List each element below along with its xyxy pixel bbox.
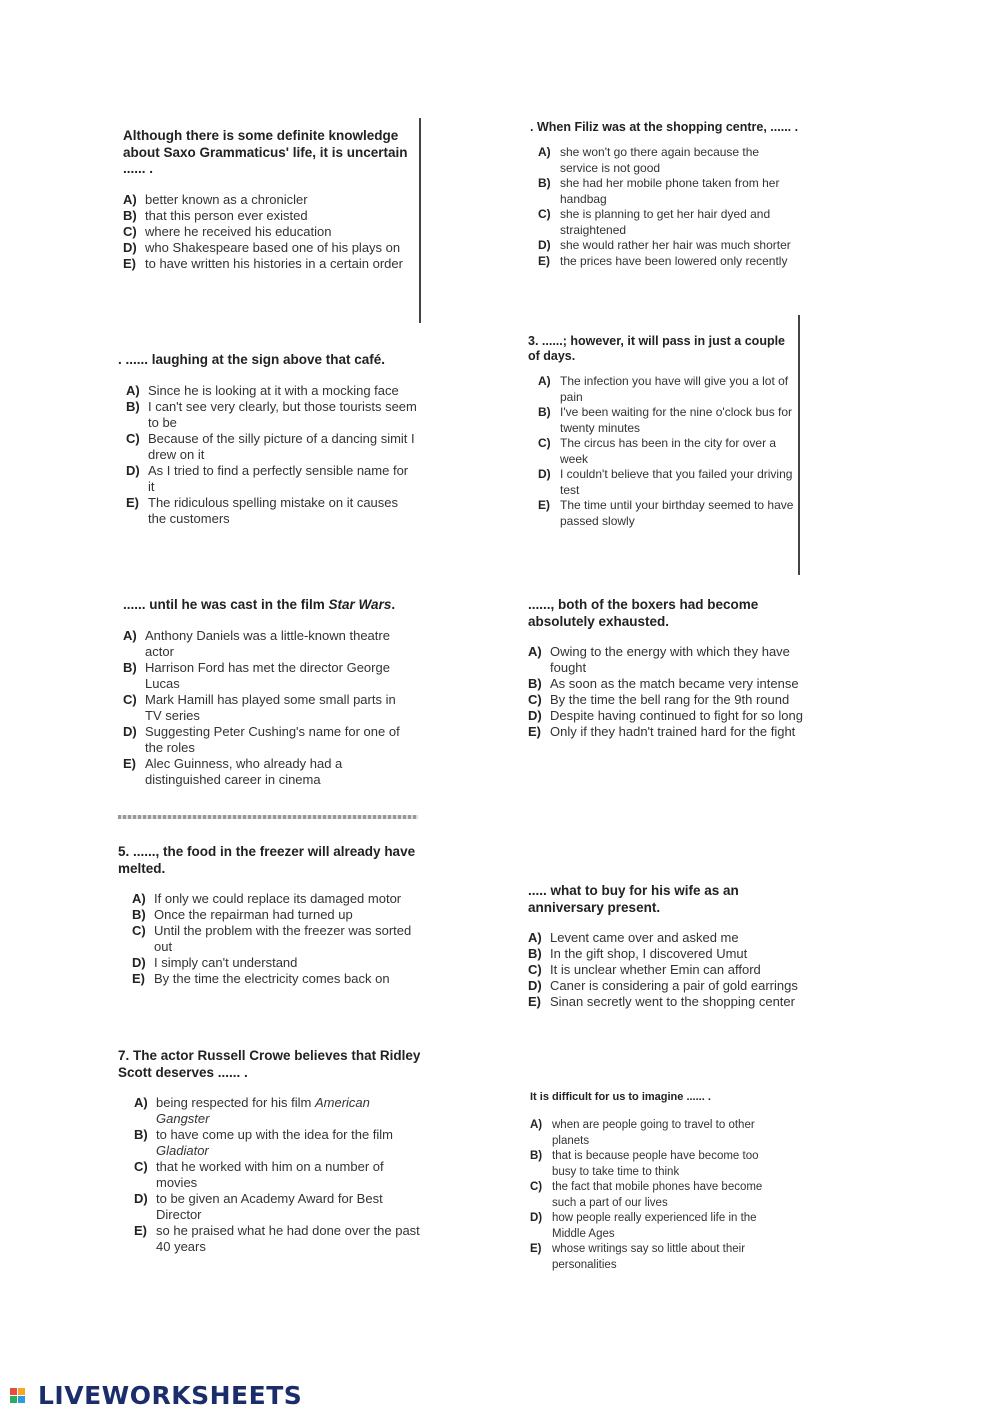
option-d[interactable]: D) how people really experienced life in the Middle Ages <box>530 1212 757 1240</box>
option-list <box>123 628 415 788</box>
question-stem: 3. ......; however, it will pass in just a couple of days. <box>528 334 786 363</box>
column-divider <box>419 118 421 323</box>
liveworksheets-logo <box>10 1380 302 1410</box>
option-c[interactable]: C) The circus has been in the city for over a week <box>538 436 777 466</box>
option-c[interactable]: C) she is planning to get her hair dyed and straightened <box>538 207 771 237</box>
question-stem: It is difficult for us to imagine ...... . <box>530 1091 711 1103</box>
option-e[interactable]: E) Sinan secretly went to the shopping center <box>528 994 795 1009</box>
logo-text: LIVEWORKSHEETS <box>38 1380 303 1410</box>
option-e[interactable]: E) so he praised what he had done over the past 40 years <box>134 1223 420 1254</box>
option-a[interactable]: A) she won't go there again because the service is not good <box>538 145 760 175</box>
option-a[interactable]: A) Anthony Daniels was a little-known theatre actor <box>123 627 390 659</box>
option-list <box>530 145 800 269</box>
option-list <box>528 644 823 740</box>
option-e[interactable]: E) Only if they hadn't trained hard for the fight <box>528 724 796 739</box>
option-b[interactable]: B) to have come up with the idea for the film Gladiator <box>134 1127 394 1158</box>
option-a[interactable]: A) Since he is looking at it with a mocking face <box>126 382 399 398</box>
option-d[interactable]: D) Despite having continued to fight for so long <box>528 708 803 723</box>
option-b[interactable]: B) In the gift shop, I discovered Umut <box>528 946 748 961</box>
question-stem: ..... what to buy for his wife as an anniversary present. <box>528 883 739 915</box>
option-d[interactable]: D) Suggesting Peter Cushing's name for one of the roles <box>123 723 400 755</box>
option-list <box>118 383 418 527</box>
option-list <box>528 930 798 1010</box>
question-4 <box>118 844 423 987</box>
option-e[interactable]: E) The time until your birthday seemed to have passed slowly <box>538 498 794 528</box>
option-b[interactable]: B) I've been waiting for the nine o'clock bus for twenty minutes <box>538 405 793 435</box>
question-3 <box>123 597 415 788</box>
option-d[interactable]: D) I simply can't understand <box>132 955 298 970</box>
question-1 <box>123 128 415 272</box>
question-6 <box>530 120 800 269</box>
option-b[interactable]: B) that is because people have become too busy to take time to think <box>530 1150 759 1178</box>
option-e[interactable]: E) By the time the electricity comes back on <box>132 971 390 986</box>
option-e[interactable]: E) whose writings say so little about their personalities <box>530 1243 746 1271</box>
option-e[interactable]: E) to have written his histories in a certain order <box>123 255 403 271</box>
option-b[interactable]: B) that this person ever existed <box>123 207 308 223</box>
question-stem: 7. The actor Russell Crowe believes that Ridley Scott deserves ...... . <box>118 1048 421 1080</box>
option-b[interactable]: B) she had her mobile phone taken from her handbag <box>538 176 780 206</box>
question-stem: . ...... laughing at the sign above that café. <box>118 352 386 367</box>
question-stem: 5. ......, the food in the freezer will already have melted. <box>118 844 416 876</box>
option-b[interactable]: B) Once the repairman had turned up <box>132 907 353 922</box>
option-list <box>528 374 794 529</box>
option-b[interactable]: B) I can't see very clearly, but those tourists seem to be <box>126 398 417 430</box>
option-c[interactable]: C) It is unclear whether Emin can afford <box>528 962 761 977</box>
option-e[interactable]: E) Alec Guinness, who already had a distinguished career in cinema <box>123 755 343 787</box>
option-c[interactable]: C) Because of the silly picture of a dancing simit I drew on it <box>126 430 415 462</box>
question-8 <box>528 597 823 740</box>
option-c[interactable]: C) where he received his education <box>123 223 332 239</box>
option-b[interactable]: B) As soon as the match became very intense <box>528 676 799 691</box>
option-d[interactable]: D) who Shakespeare based one of his plays on <box>123 239 401 255</box>
option-c[interactable]: C) Until the problem with the freezer was sorted out <box>132 923 412 954</box>
option-d[interactable]: D) Caner is considering a pair of gold earrings <box>528 978 798 993</box>
option-a[interactable]: A) Owing to the energy with which they have fought <box>528 644 790 675</box>
question-stem: ...... until he was cast in the film Star Wars. <box>123 597 396 612</box>
question-stem: ......, both of the boxers had become absolutely exhausted. <box>528 597 759 629</box>
question-10 <box>530 1090 780 1273</box>
option-c[interactable]: C) By the time the bell rang for the 9th round <box>528 692 790 707</box>
option-d[interactable]: D) to be given an Academy Award for Best Director <box>134 1191 383 1222</box>
option-a[interactable]: A) Levent came over and asked me <box>528 930 739 945</box>
question-9 <box>528 883 798 1010</box>
option-a[interactable]: A) The infection you have will give you a lot of pain <box>538 374 789 404</box>
question-stem: . When Filiz was at the shopping centre, ...... . <box>530 120 799 134</box>
option-a[interactable]: A) being respected for his film American Gangster <box>134 1095 370 1126</box>
option-d[interactable]: D) I couldn't believe that you failed your driving test <box>538 467 793 497</box>
option-a[interactable]: A) If only we could replace its damaged motor <box>132 891 402 906</box>
logo-squares-icon <box>10 1384 36 1406</box>
option-d[interactable]: D) As I tried to find a perfectly sensible name for it <box>126 462 409 494</box>
section-divider <box>118 815 418 819</box>
column-divider <box>798 315 800 575</box>
option-e[interactable]: E) the prices have been lowered only recently <box>538 253 788 268</box>
option-a[interactable]: A) better known as a chronicler <box>123 191 308 207</box>
option-list <box>118 891 423 987</box>
option-list <box>118 1095 423 1255</box>
question-7 <box>528 334 794 529</box>
option-b[interactable]: B) Harrison Ford has met the director George Lucas <box>123 659 390 691</box>
option-list <box>530 1118 780 1273</box>
question-2 <box>118 352 418 527</box>
option-e[interactable]: E) The ridiculous spelling mistake on it causes the customers <box>126 494 399 526</box>
option-list <box>123 192 415 272</box>
option-c[interactable]: C) the fact that mobile phones have become such a part of our lives <box>530 1181 763 1209</box>
option-d[interactable]: D) she would rather her hair was much shorter <box>538 238 791 252</box>
option-a[interactable]: A) when are people going to travel to other planets <box>530 1119 755 1147</box>
question-stem: Although there is some definite knowledge about Saxo Grammaticus' life, it is uncertain ...... . <box>123 128 408 176</box>
option-c[interactable]: C) Mark Hamill has played some small parts in TV series <box>123 691 396 723</box>
question-5 <box>118 1048 423 1255</box>
option-c[interactable]: C) that he worked with him on a number of movies <box>134 1159 384 1190</box>
